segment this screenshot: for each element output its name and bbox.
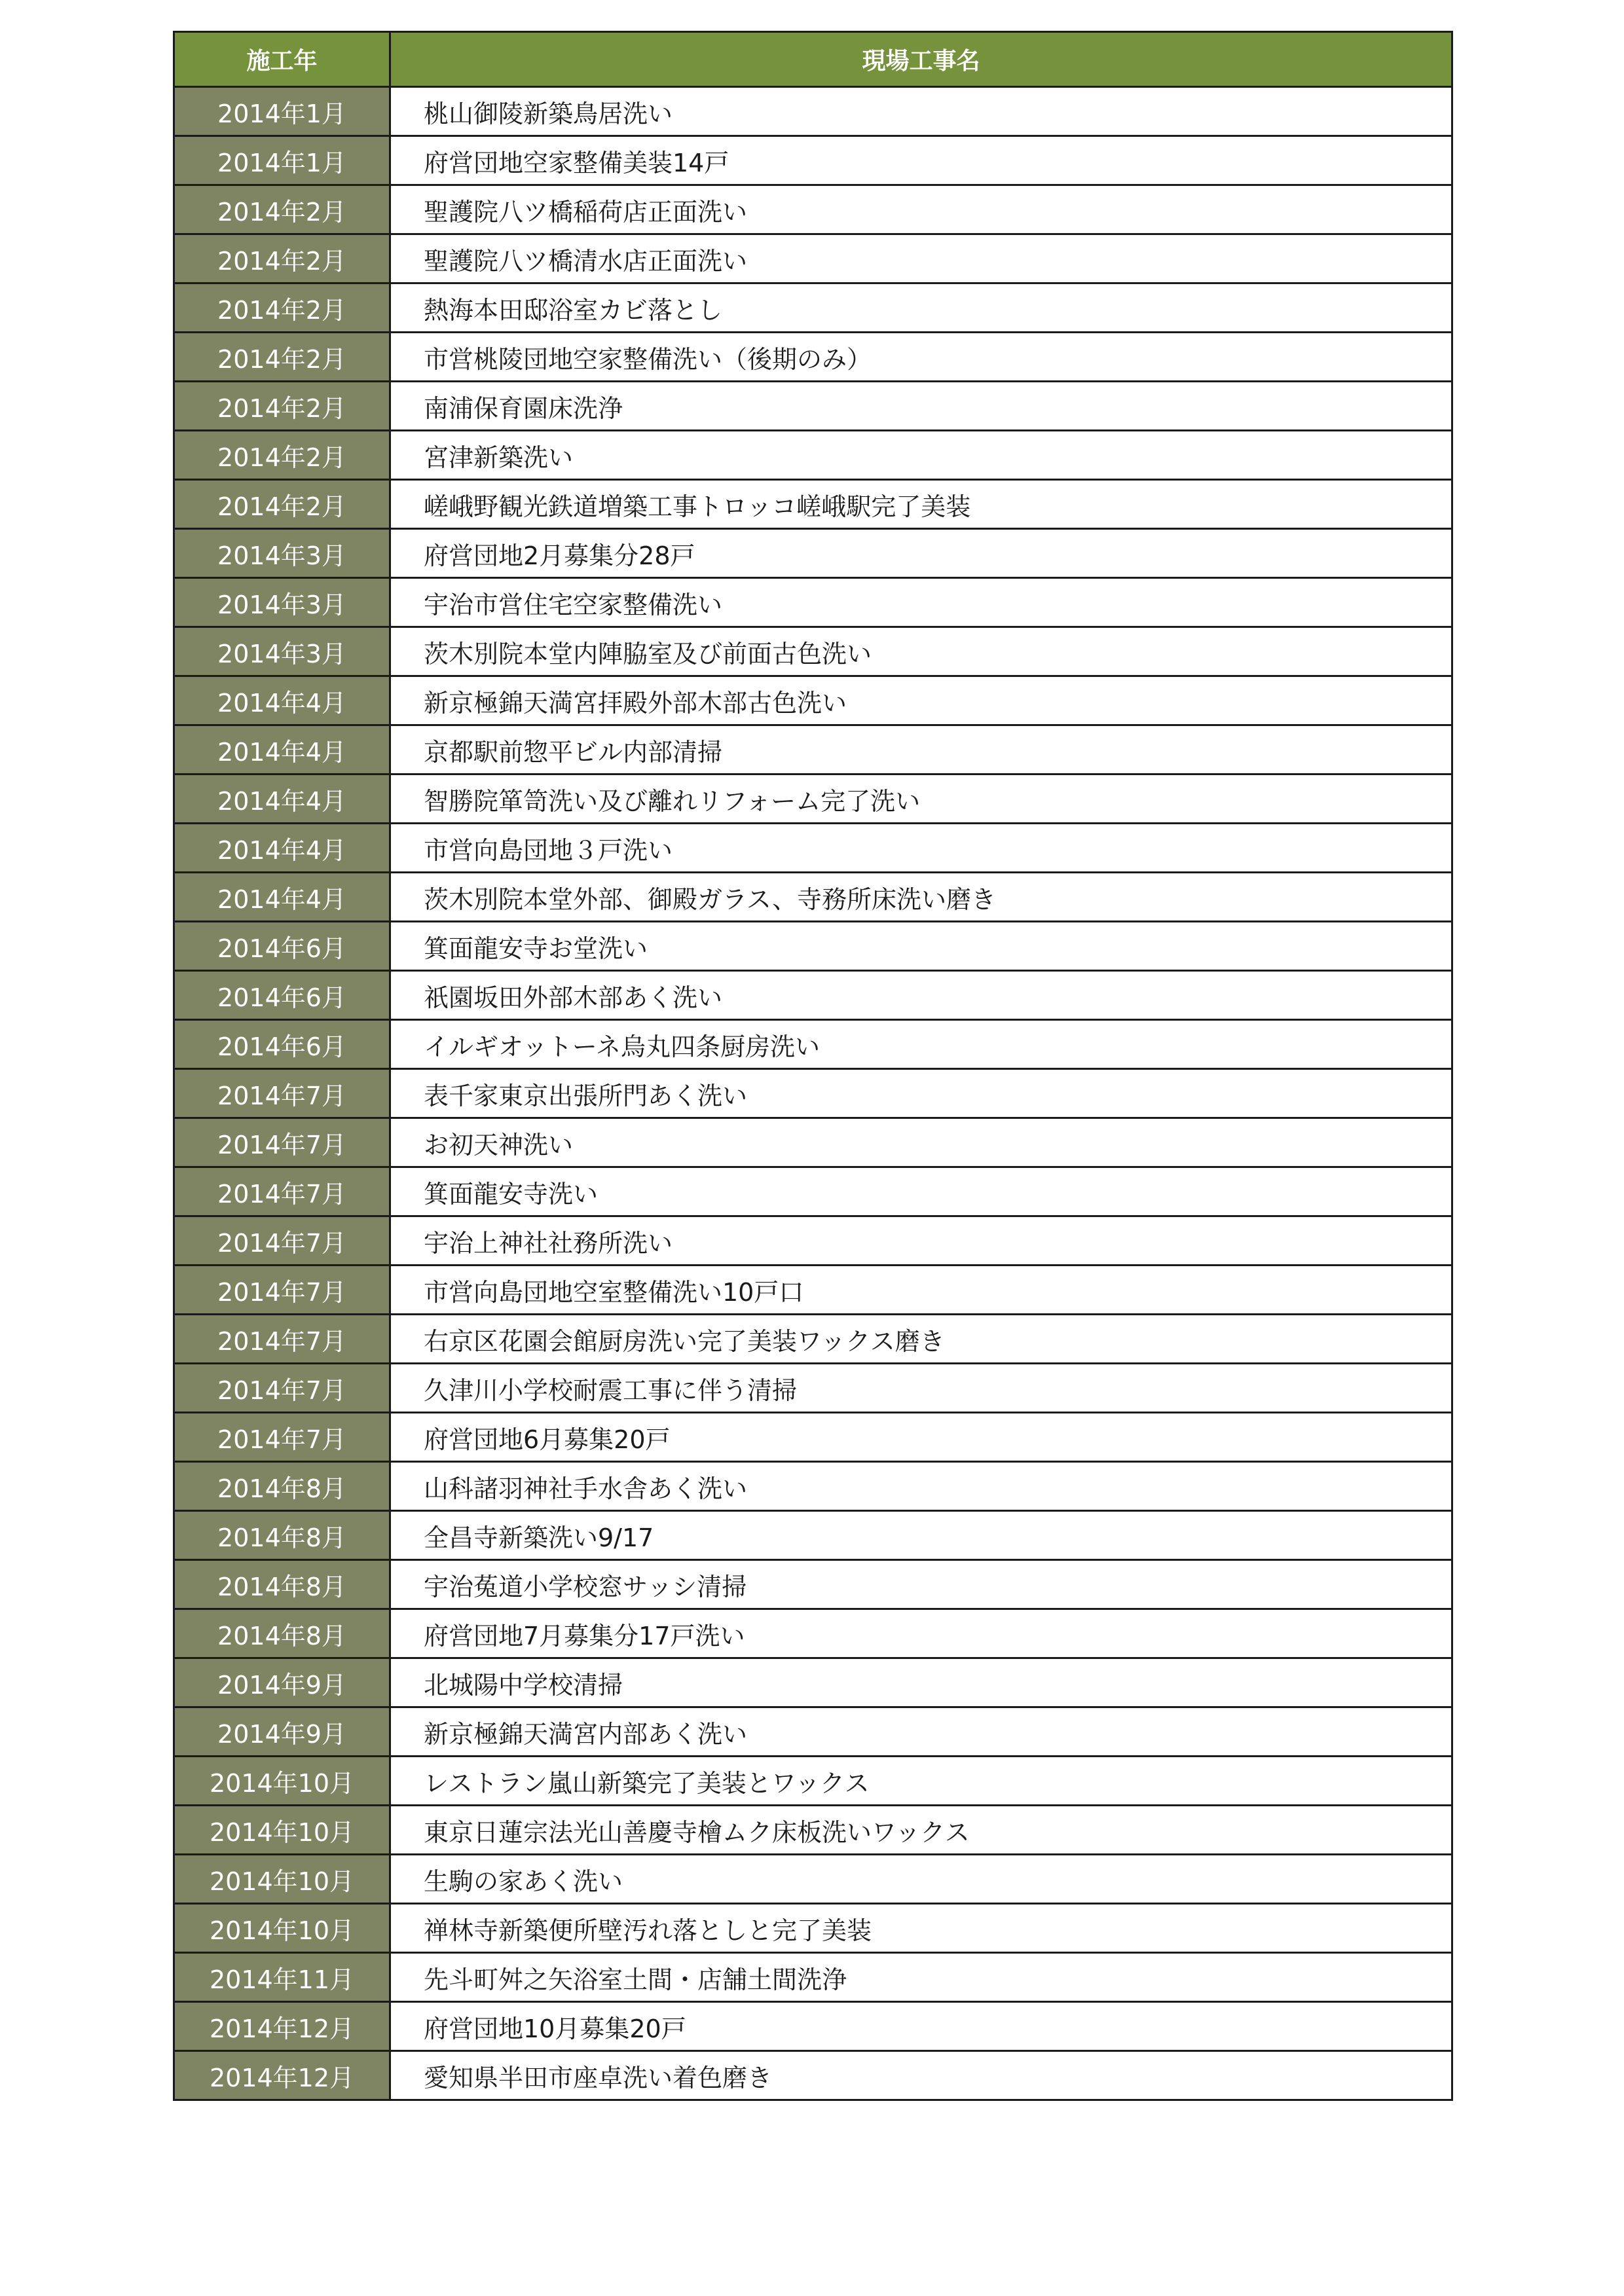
- table-row: [174, 185, 1452, 234]
- cell-site-name: 箕面龍安寺お堂洗い: [390, 922, 1452, 971]
- cell-site-name: レストラン嵐山新築完了美装とワックス: [390, 1757, 1452, 1806]
- table-row: [174, 1560, 1452, 1609]
- cell-site-name: 右京区花園会館厨房洗い完了美装ワックス磨き: [390, 1315, 1452, 1364]
- cell-year: 2014年8月: [174, 1560, 390, 1609]
- table-row: [174, 1462, 1452, 1511]
- cell-year: 2014年7月: [174, 1315, 390, 1364]
- cell-site-name: 先斗町舛之矢浴室土間・店舗土間洗浄: [390, 1953, 1452, 2002]
- cell-site-name: 市営向島団地３戸洗い: [390, 824, 1452, 873]
- table-row: [174, 578, 1452, 627]
- cell-site-name: 茨木別院本堂外部、御殿ガラス、寺務所床洗い磨き: [390, 873, 1452, 922]
- cell-site-name: 宇治上神社社務所洗い: [390, 1216, 1452, 1266]
- cell-year: 2014年4月: [174, 873, 390, 922]
- cell-year: 2014年7月: [174, 1118, 390, 1167]
- cell-year: 2014年7月: [174, 1266, 390, 1315]
- table-row: [174, 1904, 1452, 1953]
- cell-site-name: 山科諸羽神社手水舎あく洗い: [390, 1462, 1452, 1511]
- table-row: [174, 431, 1452, 480]
- cell-year: 2014年2月: [174, 185, 390, 234]
- table-row: [174, 873, 1452, 922]
- cell-year: 2014年12月: [174, 2051, 390, 2100]
- cell-site-name: 聖護院八ツ橋清水店正面洗い: [390, 234, 1452, 283]
- cell-site-name: お初天神洗い: [390, 1118, 1452, 1167]
- table-row: [174, 1020, 1452, 1069]
- cell-year: 2014年12月: [174, 2002, 390, 2051]
- construction-works-table: [173, 31, 1453, 2101]
- cell-year: 2014年2月: [174, 480, 390, 529]
- table-row: [174, 1609, 1452, 1658]
- cell-year: 2014年8月: [174, 1511, 390, 1560]
- cell-site-name: 市営向島団地空室整備洗い10戸口: [390, 1266, 1452, 1315]
- cell-site-name: 府営団地6月募集20戸: [390, 1413, 1452, 1462]
- table-row: [174, 1953, 1452, 2002]
- table-row: [174, 1069, 1452, 1118]
- table-row: [174, 480, 1452, 529]
- table-header-row: [174, 32, 1452, 87]
- table-row: [174, 333, 1452, 382]
- cell-year: 2014年10月: [174, 1904, 390, 1953]
- cell-year: 2014年7月: [174, 1167, 390, 1216]
- cell-site-name: 茨木別院本堂内陣脇室及び前面古色洗い: [390, 627, 1452, 676]
- cell-site-name: 箕面龍安寺洗い: [390, 1167, 1452, 1216]
- cell-year: 2014年6月: [174, 922, 390, 971]
- table-row: [174, 627, 1452, 676]
- cell-site-name: 府営団地空家整備美装14戸: [390, 136, 1452, 185]
- table-row: [174, 1658, 1452, 1707]
- cell-site-name: 宮津新築洗い: [390, 431, 1452, 480]
- table-row: [174, 529, 1452, 578]
- header-site-name: 現場工事名: [390, 32, 1452, 87]
- table-row: [174, 234, 1452, 283]
- cell-year: 2014年2月: [174, 333, 390, 382]
- table-row: [174, 1855, 1452, 1904]
- cell-site-name: 新京極錦天満宮拝殿外部木部古色洗い: [390, 676, 1452, 725]
- cell-site-name: イルギオットーネ烏丸四条厨房洗い: [390, 1020, 1452, 1069]
- cell-site-name: 宇治菟道小学校窓サッシ清掃: [390, 1560, 1452, 1609]
- cell-year: 2014年10月: [174, 1855, 390, 1904]
- table-row: [174, 1118, 1452, 1167]
- table-row: [174, 971, 1452, 1020]
- table-row: [174, 87, 1452, 136]
- cell-site-name: 久津川小学校耐震工事に伴う清掃: [390, 1364, 1452, 1413]
- table-row: [174, 382, 1452, 431]
- cell-site-name: 全昌寺新築洗い9/17: [390, 1511, 1452, 1560]
- cell-year: 2014年9月: [174, 1707, 390, 1757]
- cell-year: 2014年8月: [174, 1462, 390, 1511]
- cell-year: 2014年2月: [174, 382, 390, 431]
- cell-site-name: 府営団地7月募集分17戸洗い: [390, 1609, 1452, 1658]
- cell-year: 2014年2月: [174, 431, 390, 480]
- cell-site-name: 府営団地10月募集20戸: [390, 2002, 1452, 2051]
- cell-year: 2014年7月: [174, 1364, 390, 1413]
- cell-year: 2014年7月: [174, 1216, 390, 1266]
- cell-site-name: 東京日蓮宗法光山善慶寺檜ムク床板洗いワックス: [390, 1806, 1452, 1855]
- table-row: [174, 136, 1452, 185]
- cell-site-name: 愛知県半田市座卓洗い着色磨き: [390, 2051, 1452, 2100]
- cell-year: 2014年1月: [174, 136, 390, 185]
- cell-year: 2014年4月: [174, 824, 390, 873]
- cell-year: 2014年2月: [174, 234, 390, 283]
- cell-site-name: 南浦保育園床洗浄: [390, 382, 1452, 431]
- cell-site-name: 北城陽中学校清掃: [390, 1658, 1452, 1707]
- cell-year: 2014年7月: [174, 1069, 390, 1118]
- table-row: [174, 824, 1452, 873]
- cell-site-name: 市営桃陵団地空家整備洗い（後期のみ）: [390, 333, 1452, 382]
- cell-site-name: 嵯峨野観光鉄道増築工事トロッコ嵯峨駅完了美装: [390, 480, 1452, 529]
- cell-year: 2014年11月: [174, 1953, 390, 2002]
- cell-year: 2014年3月: [174, 578, 390, 627]
- table-row: [174, 1266, 1452, 1315]
- cell-site-name: 新京極錦天満宮内部あく洗い: [390, 1707, 1452, 1757]
- table-row: [174, 725, 1452, 774]
- cell-year: 2014年9月: [174, 1658, 390, 1707]
- cell-site-name: 宇治市営住宅空家整備洗い: [390, 578, 1452, 627]
- table-row: [174, 1757, 1452, 1806]
- cell-year: 2014年4月: [174, 725, 390, 774]
- table-row: [174, 774, 1452, 824]
- cell-year: 2014年6月: [174, 971, 390, 1020]
- table-body: [174, 87, 1452, 2100]
- cell-site-name: 桃山御陵新築鳥居洗い: [390, 87, 1452, 136]
- cell-year: 2014年2月: [174, 283, 390, 333]
- cell-year: 2014年10月: [174, 1757, 390, 1806]
- cell-year: 2014年3月: [174, 627, 390, 676]
- cell-year: 2014年8月: [174, 1609, 390, 1658]
- table-row: [174, 676, 1452, 725]
- cell-year: 2014年4月: [174, 676, 390, 725]
- header-year: 施工年: [174, 32, 390, 87]
- cell-year: 2014年6月: [174, 1020, 390, 1069]
- table-row: [174, 283, 1452, 333]
- cell-year: 2014年10月: [174, 1806, 390, 1855]
- cell-site-name: 祇園坂田外部木部あく洗い: [390, 971, 1452, 1020]
- table-row: [174, 1511, 1452, 1560]
- table-row: [174, 1216, 1452, 1266]
- table-row: [174, 1315, 1452, 1364]
- table-row: [174, 1806, 1452, 1855]
- cell-site-name: 表千家東京出張所門あく洗い: [390, 1069, 1452, 1118]
- cell-site-name: 生駒の家あく洗い: [390, 1855, 1452, 1904]
- table-row: [174, 1413, 1452, 1462]
- cell-year: 2014年3月: [174, 529, 390, 578]
- table-row: [174, 922, 1452, 971]
- cell-year: 2014年4月: [174, 774, 390, 824]
- table-row: [174, 1364, 1452, 1413]
- table-row: [174, 2051, 1452, 2100]
- table-row: [174, 1707, 1452, 1757]
- cell-site-name: 聖護院八ツ橋稲荷店正面洗い: [390, 185, 1452, 234]
- cell-site-name: 京都駅前惣平ビル内部清掃: [390, 725, 1452, 774]
- table-row: [174, 1167, 1452, 1216]
- cell-year: 2014年7月: [174, 1413, 390, 1462]
- cell-site-name: 禅林寺新築便所壁汚れ落としと完了美装: [390, 1904, 1452, 1953]
- cell-site-name: 府営団地2月募集分28戸: [390, 529, 1452, 578]
- table-row: [174, 2002, 1452, 2051]
- cell-site-name: 熱海本田邸浴室カビ落とし: [390, 283, 1452, 333]
- cell-year: 2014年1月: [174, 87, 390, 136]
- cell-site-name: 智勝院箪笥洗い及び離れリフォーム完了洗い: [390, 774, 1452, 824]
